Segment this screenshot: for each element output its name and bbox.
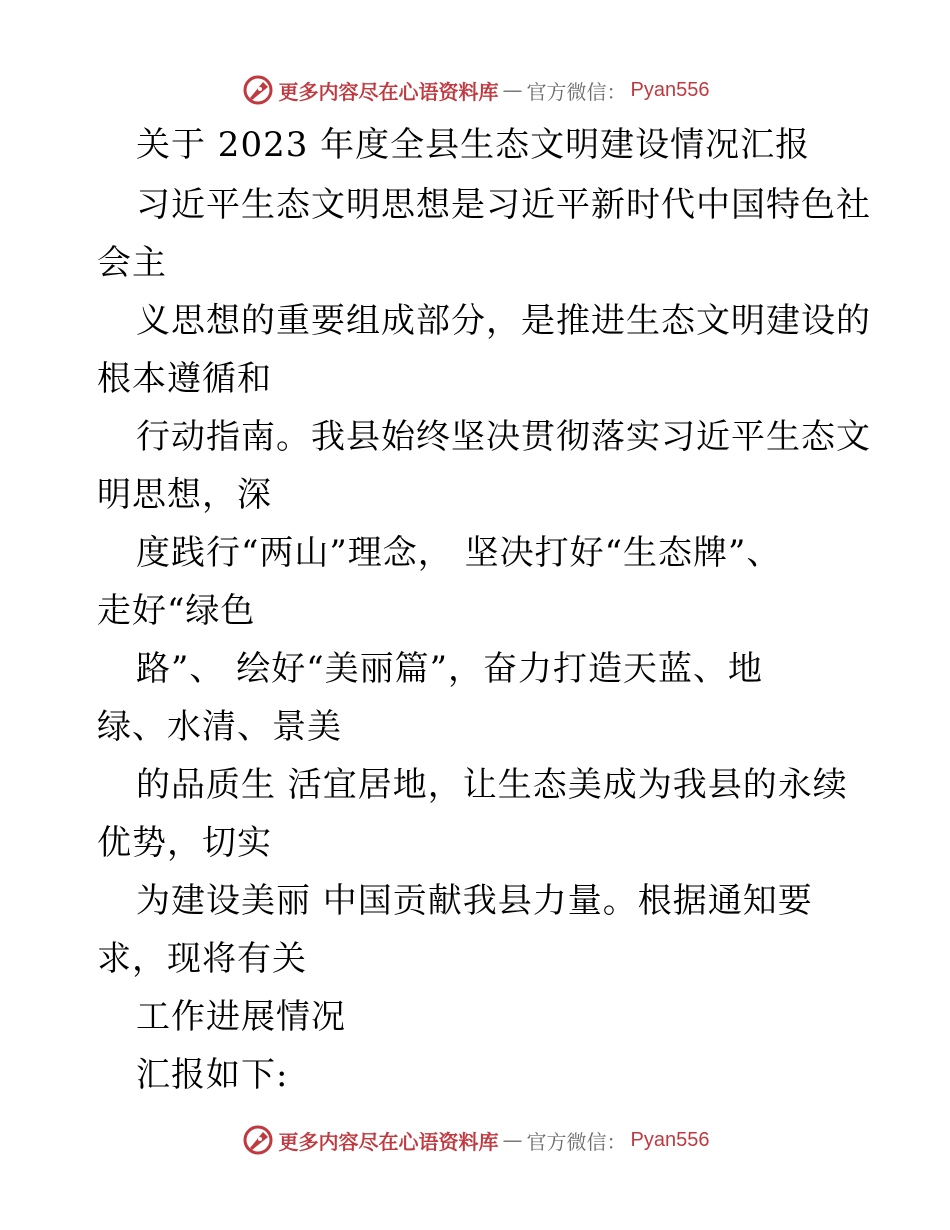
footer-banner: [0, 1120, 950, 1160]
paragraph-line: 为建设美丽 中国贡献我县力量。根据通知要: [136, 881, 813, 921]
banner-text: 更多内容尽在心语资料库: [278, 1129, 499, 1154]
paragraph-line: 义思想的重要组成部分，是推进生态文明建设的: [136, 301, 871, 341]
paragraph-line: 明思想，深: [97, 475, 272, 515]
paragraph-line: 的品质生 活宜居地，让生态美成为我县的永续: [136, 765, 848, 805]
paragraph-line: 优势，切实: [97, 823, 272, 863]
pen-nib-logo-icon: [241, 1123, 275, 1157]
banner-text: 更多内容尽在心语资料库: [278, 79, 499, 104]
banner-content: [241, 73, 710, 107]
header-banner: [0, 70, 950, 110]
paragraph-line: 习近平生态文明思想是习近平新时代中国特色社: [136, 185, 871, 225]
banner-dash: —: [502, 1128, 523, 1152]
paragraph-line: 求，现将有关: [97, 939, 307, 979]
paragraph-line: 走好“绿色: [97, 591, 256, 631]
banner-content: [241, 1123, 710, 1157]
paragraph-line: 工作进展情况: [136, 997, 346, 1037]
banner-dash: —: [502, 78, 523, 102]
paragraph-line: 绿、水清、景美: [97, 707, 342, 747]
paragraph-line: 路”、 绘好“美丽篇”，奋力打造天蓝、地: [136, 649, 763, 689]
document-title: 关于 2023 年度全县生态文明建设情况汇报: [136, 125, 811, 165]
paragraph-line: 根本遵循和: [97, 359, 272, 399]
paragraph-line: 会主: [97, 243, 167, 283]
paragraph-line: 行动指南。我县始终坚决贯彻落实习近平生态文: [136, 417, 871, 457]
paragraph-line: 度践行“两山”理念， 坚决打好“生态牌”、: [136, 533, 782, 573]
banner-contact-label: 官方微信：: [526, 1129, 627, 1154]
banner-contact-id: Pyan556: [630, 1128, 710, 1151]
banner-contact-id: Pyan556: [630, 78, 710, 101]
pen-nib-logo-icon: [241, 73, 275, 107]
paragraph-line: 汇报如下:: [136, 1055, 289, 1095]
banner-contact-label: 官方微信：: [526, 79, 627, 104]
